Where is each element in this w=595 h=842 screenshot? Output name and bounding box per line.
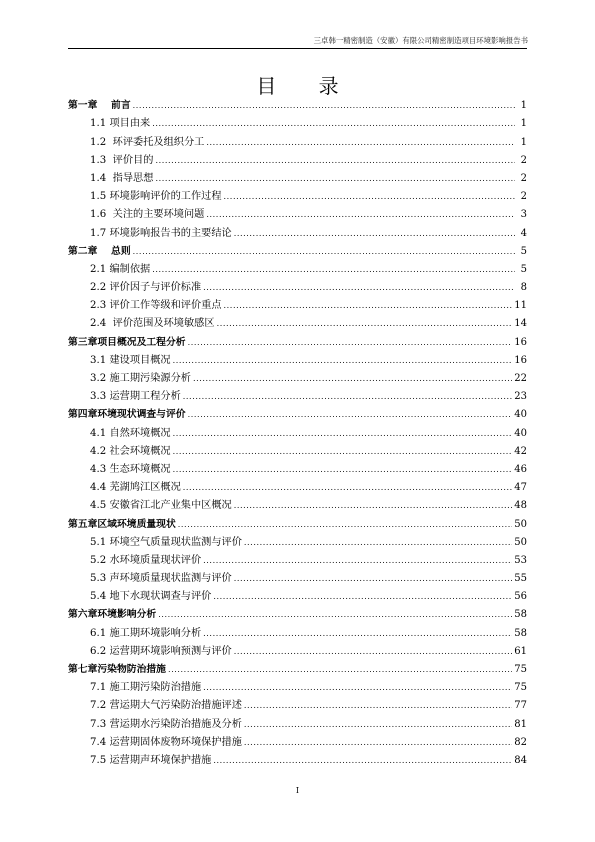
toc-entry-page: 47 <box>514 482 527 494</box>
toc-entry-page: 8 <box>520 282 527 294</box>
toc-entry-label: 1.6 关注的主要环境问题 <box>90 209 205 221</box>
toc-entry-page: 40 <box>514 409 527 421</box>
toc-section-entry[interactable] <box>68 130 527 148</box>
toc-section-entry[interactable] <box>68 312 527 330</box>
toc-entry-label: 5.1 环境空气质量现状监测与评价 <box>90 536 242 548</box>
toc-entry-label: 4.4 芜湖鸠江区概况 <box>90 482 181 494</box>
dot-leader <box>133 99 515 112</box>
dot-leader <box>203 681 512 694</box>
toc-entry-page: 2 <box>520 154 527 166</box>
toc-entry-label: 5.3 声环境质量现状监测与评价 <box>90 573 232 585</box>
toc-section-entry[interactable] <box>68 440 527 458</box>
dot-leader <box>244 699 512 712</box>
dot-leader <box>158 608 512 621</box>
toc-entry-label: 第四章环境现状调查与评价 <box>68 409 186 421</box>
toc-section-entry[interactable] <box>68 640 527 658</box>
toc-title: 目 录 <box>256 74 357 98</box>
toc-section-entry[interactable] <box>68 531 527 549</box>
toc-section-entry[interactable] <box>68 585 527 603</box>
toc-chapter-entry[interactable] <box>68 603 527 621</box>
dot-leader <box>173 445 513 458</box>
toc-section-entry[interactable] <box>68 567 527 585</box>
toc-entry-page: 55 <box>514 573 527 585</box>
toc-chapter-entry[interactable] <box>68 94 527 112</box>
toc-entry-page: 84 <box>514 754 527 766</box>
toc-entry-page: 2 <box>520 191 527 203</box>
toc-entry-page: 56 <box>514 591 527 603</box>
toc-section-entry[interactable] <box>68 185 527 203</box>
toc-section-entry[interactable] <box>68 276 527 294</box>
toc-entry-label: 7.2 营运期大气污染防治措施评述 <box>90 700 242 712</box>
toc-entry-label: 5.4 地下水现状调查与评价 <box>90 591 212 603</box>
toc-entry-label: 2.2 评价因子与评价标准 <box>90 282 202 294</box>
toc-entry-page: 46 <box>514 463 527 475</box>
toc-entry-label: 3.3 运营期工程分析 <box>90 391 181 403</box>
toc-entry-label: 7.5 运营期声环境保护措施 <box>90 754 212 766</box>
toc-section-entry[interactable] <box>68 476 527 494</box>
toc-entry-page: 53 <box>514 554 527 566</box>
toc-entry-label: 1.7 环境影响报告书的主要结论 <box>90 227 232 239</box>
toc-section-entry[interactable] <box>68 749 527 767</box>
dot-leader <box>188 336 513 349</box>
toc-section-entry[interactable] <box>68 385 527 403</box>
toc-entry-page: 5 <box>520 245 527 257</box>
dot-leader <box>234 499 513 512</box>
dot-leader <box>155 172 515 185</box>
toc-entry-label: 第五章区域环境质量现状 <box>68 518 176 530</box>
dot-leader <box>244 736 512 749</box>
toc-entry-label: 5.2 水环境质量现状评价 <box>90 554 202 566</box>
toc-section-entry[interactable] <box>68 676 527 694</box>
toc-entry-label: 1.1 项目由来 <box>90 118 151 130</box>
toc-entry-page: 3 <box>520 209 527 221</box>
dot-leader <box>155 154 515 167</box>
toc-entry-label: 6.2 运营期环境影响预测与评价 <box>90 645 232 657</box>
toc-section-entry[interactable] <box>68 221 527 239</box>
dot-leader <box>217 317 513 330</box>
dot-leader <box>193 372 512 385</box>
toc-entry-page: 1 <box>520 118 527 130</box>
toc-section-entry[interactable] <box>68 367 527 385</box>
toc-entry-label: 第六章环境影响分析 <box>68 609 157 621</box>
dot-leader <box>178 518 513 531</box>
toc-entry-page: 48 <box>514 500 527 512</box>
toc-entry-page: 16 <box>514 336 527 348</box>
toc-entry-label: 第七章污染物防治措施 <box>68 664 166 675</box>
toc-entry-page: 82 <box>514 736 527 748</box>
dot-leader <box>152 117 515 130</box>
table-of-contents <box>68 94 527 767</box>
toc-entry-page: 2 <box>520 172 527 184</box>
dot-leader <box>206 208 515 221</box>
toc-entry-label: 1.5 环境影响评价的工作过程 <box>90 191 222 203</box>
toc-entry-label: 4.1 自然环境概况 <box>90 427 171 439</box>
dot-leader <box>244 536 512 549</box>
dot-leader <box>234 645 513 658</box>
toc-entry-page: 14 <box>514 318 527 330</box>
toc-chapter-entry[interactable] <box>68 658 527 676</box>
toc-entry-label: 2.3 评价工作等级和评价重点 <box>90 300 222 312</box>
toc-section-entry[interactable] <box>68 494 527 512</box>
dot-leader <box>173 354 513 367</box>
toc-chapter-entry[interactable] <box>68 330 527 348</box>
toc-chapter-entry[interactable] <box>68 512 527 530</box>
toc-entry-label: 第一章 前言 <box>68 100 131 112</box>
toc-entry-page: 61 <box>514 645 527 657</box>
toc-entry-label: 7.4 运营期固体废物环境保护措施 <box>90 736 242 748</box>
toc-section-entry[interactable] <box>68 731 527 749</box>
dot-leader <box>173 427 513 440</box>
toc-entry-label: 6.1 施工期环境影响分析 <box>90 627 202 639</box>
dot-leader <box>133 245 515 258</box>
toc-entry-page: 50 <box>514 518 527 530</box>
toc-section-entry[interactable] <box>68 458 527 476</box>
toc-entry-label: 1.2 环评委托及组织分工 <box>90 136 205 148</box>
toc-entry-page: 77 <box>514 700 527 712</box>
toc-entry-page: 5 <box>520 263 527 275</box>
dot-leader <box>234 227 515 240</box>
dot-leader <box>244 718 512 731</box>
dot-leader <box>168 663 512 676</box>
toc-entry-page: 81 <box>514 718 527 730</box>
toc-entry-page: 42 <box>514 445 527 457</box>
toc-entry-page: 1 <box>520 136 527 148</box>
toc-chapter-entry[interactable] <box>68 403 527 421</box>
toc-entry-label: 1.3 评价目的 <box>90 154 154 166</box>
toc-section-entry[interactable] <box>68 258 527 276</box>
toc-entry-label: 第二章 总则 <box>68 245 131 257</box>
toc-entry-page: 75 <box>514 682 527 694</box>
toc-entry-page: 58 <box>514 609 527 621</box>
toc-entry-label: 4.3 生态环境概况 <box>90 463 171 475</box>
dot-leader <box>203 554 512 567</box>
toc-entry-label: 1.4 指导思想 <box>90 172 154 184</box>
toc-entry-label: 第三章项目概况及工程分析 <box>68 336 186 348</box>
dot-leader <box>203 281 515 294</box>
toc-section-entry[interactable] <box>68 349 527 367</box>
dot-leader <box>206 136 515 149</box>
toc-section-entry[interactable] <box>68 167 527 185</box>
toc-entry-page: 75 <box>514 664 527 675</box>
toc-section-entry[interactable] <box>68 549 527 567</box>
header-divider <box>68 48 527 49</box>
toc-entry-page: 11 <box>514 300 527 312</box>
toc-section-entry[interactable] <box>68 621 527 639</box>
toc-section-entry[interactable] <box>68 149 527 167</box>
toc-entry-label: 7.1 施工期污染防治措施 <box>90 682 202 694</box>
toc-entry-label: 2.1 编制依据 <box>90 263 151 275</box>
toc-section-entry[interactable] <box>68 203 527 221</box>
toc-entry-label: 3.1 建设项目概况 <box>90 354 171 366</box>
toc-chapter-entry[interactable] <box>68 240 527 258</box>
toc-section-entry[interactable] <box>68 421 527 439</box>
dot-leader <box>203 627 512 640</box>
toc-entry-page: 40 <box>514 427 527 439</box>
dot-leader <box>188 408 513 421</box>
toc-entry-page: 58 <box>514 627 527 639</box>
toc-entry-page: 4 <box>520 227 527 239</box>
toc-entry-page: 50 <box>514 536 527 548</box>
dot-leader <box>183 481 513 494</box>
dot-leader <box>213 590 512 603</box>
toc-entry-label: 4.2 社会环境概况 <box>90 445 171 457</box>
toc-section-entry[interactable] <box>68 694 527 712</box>
toc-entry-label: 2.4 评价范围及环境敏感区 <box>90 318 215 330</box>
running-header: 三卓韩一精密制造（安徽）有限公司精密制造项目环境影响报告书 <box>313 36 528 45</box>
toc-entry-label: 3.2 施工期污染源分析 <box>90 373 191 384</box>
toc-entry-label: 4.5 安徽省江北产业集中区概况 <box>90 500 232 512</box>
page-number: I <box>295 786 300 795</box>
dot-leader <box>224 299 513 312</box>
dot-leader <box>183 390 513 403</box>
dot-leader <box>152 263 515 276</box>
toc-section-entry[interactable] <box>68 712 527 730</box>
dot-leader <box>173 463 513 476</box>
toc-entry-page: 1 <box>520 100 527 112</box>
toc-section-entry[interactable] <box>68 112 527 130</box>
toc-entry-page: 16 <box>514 354 527 366</box>
dot-leader <box>224 190 515 203</box>
toc-entry-page: 22 <box>514 373 527 384</box>
dot-leader <box>234 572 513 585</box>
toc-section-entry[interactable] <box>68 294 527 312</box>
dot-leader <box>213 754 512 767</box>
toc-entry-page: 23 <box>514 391 527 403</box>
toc-entry-label: 7.3 营运期水污染防治措施及分析 <box>90 718 242 730</box>
